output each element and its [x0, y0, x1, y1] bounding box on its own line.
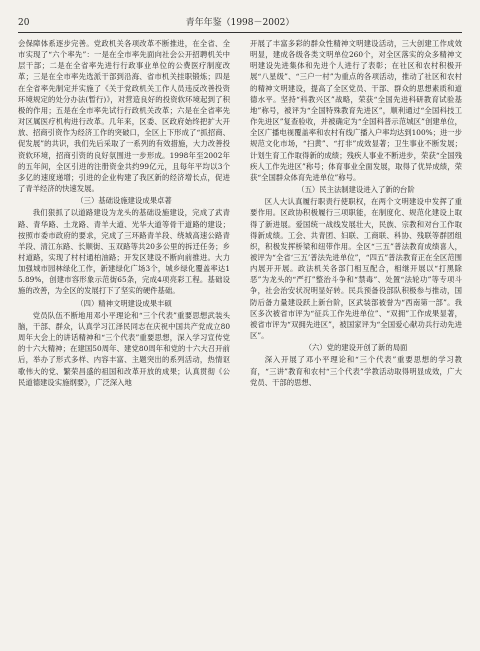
running-header [18, 14, 462, 33]
section-heading: （五）民主法制建设进入了新的台阶 [297, 185, 415, 195]
section-heading: （六）党的建设开创了新的局面 [304, 343, 408, 353]
left-column [18, 38, 230, 388]
section-heading: （四）精神文明建设成果丰硕 [76, 298, 172, 308]
running-title: 青年年鉴（1998－2002） [185, 18, 295, 28]
paragraph: 开展了丰富多彩的群众性精神文明建设活动，三大创建工作成效明显，建成各级各类文明单位260个，对全区落实的众多精神文明建设先进集体和先进个人进行了表彰；在社区和农村积极开展“八星级”、“三户一村”为重点的各项活动，推动了社区和农村的精神文明建设，提高了全区党员、干部、群众的思想素质和道德水平。坚持“科教兴区”战略，荣获“全国先进科研教育试验基地”称号，被评为“全国特殊教育先进区”，顺利通过“全国科技工作先进区”复查验收，并被确定为“全国科普示范城区”创建单位，全区广播电视覆盖率和农村有线广播入户率均达到100%；进一步规范文化市场，“扫黄”、“打非”成效显著；卫生事业不断发展；计划生育工作取得新的成绩；残疾人事业不断进步，荣获“全国残疾人工作先进区”称号；体育事业全面发展，取得了优异成绩，荣获“全国群众体育先进单位”称号。 [250, 39, 462, 182]
right-column [250, 38, 462, 388]
paragraph: 区人大认真履行职责行使职权，在两个文明建设中发挥了重要作用。区政协积极履行三项职能，在制度化、规范化建设上取得了新进展。爱国统一战线发展壮大，民族、宗教和对台工作取得新成绩。工会、共青团、妇联、工商联、科协、残联等群团组织，积极发挥桥梁和纽带作用。全区“三五”普法教育成绩喜人，被评为“全省‘三五’普法先进单位”，“四五”普法教育正在全区范围内展开开展。政法机关各部门相互配合，相继开展以“打黑除恶”为龙头的“严打”整治斗争和“禁毒”、处置“法轮功”等专项斗争，社会治安状况明显好转。民兵预备役部队积极参与推动，国防后备力量建设跃上新台阶，区武装部被誉为“西南第一部”。我区多次被省市评为“征兵工作先进单位”、“双拥”工作成果显著，被省市评为“双拥先进区”，被国家评为“全国爱心献功兵行动先进区”。 [250, 197, 462, 341]
paragraph: 会保障体系逐步完善。党政机关各项改革不断推进，在全省、全市实现了“六个率先”：一是在全市率先面向社会公开招聘机关中层干部；二是在全省率先进行行政事业单位的公费医疗制度改革；三是在全市率先选派干部到沿海、省市机关挂职锻炼；四是在全省率先制定并实施了《关于党政机关工作人员违反改善投资环境规定的处分办法(暂行)》，对营造良好的投资软环境起到了积极的作用；五是在全市率先试行行政机关改革；六是在全省率先对区属医疗机构进行改革。几年来，区委、区政府始终把扩大开放、招商引资作为经济工作的突破口，全区上下形成了“抓招商、促发展”的共识，我们先后采取了一系列的有效措施，大力改善投资软环境，招商引资的良好氛围进一步形成。1998年至2002年的五年间，全区引进的注册资金共约99亿元，且每年平均以3个多亿的速度递增；引进的企业构建了我区新的经济增长点，促进了青羊经济的快速发展。 [18, 39, 230, 194]
paragraph: 我们狠抓了以道路建设为龙头的基础设施建设，完成了武青路、青华路、土龙路、青羊大道、光华大道等骨干道路的建设；按照市委市政府的要求，完成了三环路青羊段、绕城高速公路青羊段、清江东路、长顺街、玉双路等共20多公里的拆迁任务；乡村道路，实现了村村通柏油路；开发区建设不断向前推进。大力加强城市园林绿化工作，新建绿化广场3个，城乡绿化覆盖率达15.89%，创建市容形象示范街65条，完成4项亮彩工程。基础设施的改善，为全区的发展打下了坚实的硬件基础。 [18, 208, 230, 296]
section-heading: （三）基础设施建设成果卓著 [76, 196, 172, 206]
paragraph: 深入开展了邓小平理论和“三个代表”重要思想的学习教育，“三讲”教育和农村“三个代表”学教活动取得明显成效，广大党员、干部的思想、 [250, 355, 462, 387]
paragraph: 党员队伍不断地用邓小平理论和“三个代表”重要思想武装头脑，干部、群众，认真学习江泽民同志在庆祝中国共产党成立80周年大会上的讲话精神和“三个代表”重要思想，深入学习宣传党的十六大精神；在建国50周年、建党80周年和党的十六大召开前后，举办了形式多样、内容丰富、主题突出的系列活动，热情讴歌伟大的党、繁荣昌盛的祖国和改革开放的成果；认真贯彻《公民道德建设实施纲要》，广泛深入地 [18, 310, 230, 387]
page-number: 20 [18, 18, 30, 28]
